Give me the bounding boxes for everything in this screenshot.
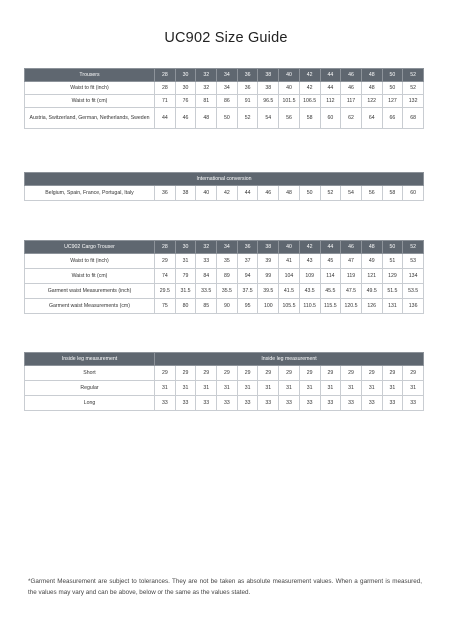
table-cell: 106.5 [299,95,320,108]
table-cell: 85 [196,299,217,314]
table-cell: 46 [175,108,196,129]
table-cell: 29 [155,254,176,269]
table-cell: 109 [299,269,320,284]
table-cell: 60 [320,108,341,129]
table-cell: 29 [258,366,279,381]
table-cell: 95 [237,299,258,314]
table-row [25,366,424,381]
header-size-cell: 52 [403,69,424,82]
table-row [25,82,424,95]
footnote: *Garment Measurement are subject to tolerances. They are not be taken as absolute measurement values. When a garment is measured, the values may vary and can be above, below or the same as the values stated. [28,578,422,596]
table-row [25,396,424,411]
table-cell: 68 [403,108,424,129]
table-row [25,186,424,201]
table-cell: 31 [155,381,176,396]
inside-leg-table [24,352,424,411]
table-cell: 40 [279,82,300,95]
table-cell: 31 [196,381,217,396]
table-cell: 54 [258,108,279,129]
table-cell: 81 [196,95,217,108]
table-cell: 29 [175,366,196,381]
table-cell: 33 [279,396,300,411]
table-cell: 31 [299,381,320,396]
table-cell: 62 [341,108,362,129]
row-label: Short [25,366,155,381]
table-cell: 132 [403,95,424,108]
table-cell: 84 [196,269,217,284]
table-cell: 51.5 [382,284,403,299]
table-cell: 35 [217,254,238,269]
table-cell: 33 [361,396,382,411]
table-cell: 46 [258,186,279,201]
table-row [25,381,424,396]
table-cell: 29 [403,366,424,381]
table-cell: 60 [403,186,424,201]
table-cell: 42 [217,186,238,201]
table-cell: 66 [382,108,403,129]
table-cell: 33 [403,396,424,411]
table-cell: 52 [403,82,424,95]
header-size-cell: 44 [320,69,341,82]
table-cell: 126 [361,299,382,314]
table-cell: 53 [403,254,424,269]
table-cell: 131 [382,299,403,314]
table-cell: 47 [341,254,362,269]
table-cell: 43 [299,254,320,269]
header-size-cell: 40 [279,241,300,254]
table-cell: 136 [403,299,424,314]
table-header-row [25,353,424,366]
table-cell: 35.5 [217,284,238,299]
table-cell: 110.5 [299,299,320,314]
header-size-cell: 48 [361,69,382,82]
table-cell: 29.5 [155,284,176,299]
international-conversion-header: International conversion [25,173,424,186]
header-size-cell: 38 [258,241,279,254]
table-cell: 33 [155,396,176,411]
table-cell: 89 [217,269,238,284]
table-cell: 76 [175,95,196,108]
table-cell: 31 [320,381,341,396]
table-cell: 34 [217,82,238,95]
table-cell: 134 [403,269,424,284]
table-cell: 31 [175,381,196,396]
header-size-cell: 50 [382,69,403,82]
table-cell: 105.5 [279,299,300,314]
table-cell: 121 [361,269,382,284]
table-cell: 112 [320,95,341,108]
table-cell: 100 [258,299,279,314]
table-header-row [25,69,424,82]
inside-leg-header-span: Inside leg measurement [155,353,424,366]
page-title: UC902 Size Guide [164,30,288,46]
table-cell: 45.5 [320,284,341,299]
table-cell: 122 [361,95,382,108]
table-cell: 33 [320,396,341,411]
header-size-cell: 42 [299,241,320,254]
row-label: Waist to fit (inch) [25,82,155,95]
table-cell: 31 [382,381,403,396]
table-cell: 50 [382,82,403,95]
cargo-trouser-size-table [24,240,424,314]
table-cell: 99 [258,269,279,284]
header-label-cell: Trousers [25,69,155,82]
table-cell: 29 [196,366,217,381]
table-cell: 33.5 [196,284,217,299]
international-conversion-table [24,172,424,201]
table-cell: 28 [155,82,176,95]
table-cell: 31 [258,381,279,396]
table-cell: 42 [299,82,320,95]
table-cell: 51 [382,254,403,269]
row-label: Regular [25,381,155,396]
table-cell: 90 [217,299,238,314]
table-cell: 94 [237,269,258,284]
table-cell: 119 [341,269,362,284]
table-cell: 58 [382,186,403,201]
table-cell: 54 [341,186,362,201]
table-cell: 33 [196,396,217,411]
table-cell: 29 [382,366,403,381]
table-cell: 48 [196,108,217,129]
table-cell: 33 [258,396,279,411]
header-size-cell: 50 [382,241,403,254]
table-cell: 49.5 [361,284,382,299]
table-cell: 38 [175,186,196,201]
table-cell: 33 [217,396,238,411]
table-cell: 39.5 [258,284,279,299]
header-size-cell: 30 [175,69,196,82]
table-cell: 31 [237,381,258,396]
table-cell: 37 [237,254,258,269]
header-size-cell: 42 [299,69,320,82]
table-cell: 31 [217,381,238,396]
table-cell: 71 [155,95,176,108]
table-cell: 32 [196,82,217,95]
trousers-size-table [24,68,424,129]
header-size-cell: 40 [279,69,300,82]
row-label: Waist to fit (cm) [25,95,155,108]
table-cell: 50 [299,186,320,201]
table-row [25,269,424,284]
table-cell: 29 [320,366,341,381]
header-size-cell: 36 [237,69,258,82]
table-cell: 96.5 [258,95,279,108]
header-size-cell: 48 [361,241,382,254]
table-cell: 31 [403,381,424,396]
table-cell: 31 [175,254,196,269]
table-cell: 44 [237,186,258,201]
header-size-cell: 34 [217,69,238,82]
table-cell: 33 [299,396,320,411]
table-cell: 80 [175,299,196,314]
table-cell: 33 [341,396,362,411]
row-label: Garment waist Measurements (cm) [25,299,155,314]
table-cell: 45 [320,254,341,269]
table-cell: 52 [237,108,258,129]
table-cell: 91 [237,95,258,108]
table-cell: 117 [341,95,362,108]
table-row [25,284,424,299]
row-label: Austria, Switzerland, German, Netherlands, Sweden [25,108,155,129]
table-cell: 33 [382,396,403,411]
table-cell: 44 [320,82,341,95]
table-cell: 114 [320,269,341,284]
row-label: Waist to fit (inch) [25,254,155,269]
table-cell: 48 [279,186,300,201]
table-cell: 31 [279,381,300,396]
header-size-cell: 32 [196,241,217,254]
table-cell: 75 [155,299,176,314]
table-cell: 58 [299,108,320,129]
table-cell: 74 [155,269,176,284]
table-cell: 29 [299,366,320,381]
table-cell: 104 [279,269,300,284]
header-size-cell: 46 [341,69,362,82]
table-cell: 47.5 [341,284,362,299]
header-size-cell: 44 [320,241,341,254]
table-cell: 29 [341,366,362,381]
table-cell: 48 [361,82,382,95]
table-row [25,108,424,129]
header-label-cell: UC902 Cargo Trouser [25,241,155,254]
table-cell: 36 [155,186,176,201]
table-row [25,95,424,108]
header-size-cell: 30 [175,241,196,254]
table-cell: 120.5 [341,299,362,314]
table-cell: 33 [237,396,258,411]
table-cell: 52 [320,186,341,201]
table-cell: 29 [361,366,382,381]
table-cell: 127 [382,95,403,108]
header-size-cell: 28 [155,69,176,82]
table-header-row [25,241,424,254]
table-cell: 41 [279,254,300,269]
table-cell: 53.5 [403,284,424,299]
header-size-cell: 52 [403,241,424,254]
table-cell: 29 [279,366,300,381]
header-size-cell: 46 [341,241,362,254]
table-cell: 31 [341,381,362,396]
row-label: Waist to fit (cm) [25,269,155,284]
table-cell: 79 [175,269,196,284]
table-row [25,299,424,314]
table-cell: 36 [237,82,258,95]
table-cell: 31.5 [175,284,196,299]
header-size-cell: 34 [217,241,238,254]
table-cell: 38 [258,82,279,95]
table-cell: 44 [155,108,176,129]
table-cell: 33 [196,254,217,269]
table-cell: 86 [217,95,238,108]
header-size-cell: 32 [196,69,217,82]
header-size-cell: 38 [258,69,279,82]
table-row [25,254,424,269]
table-cell: 30 [175,82,196,95]
table-cell: 29 [217,366,238,381]
row-label: Long [25,396,155,411]
table-cell: 115.5 [320,299,341,314]
table-cell: 64 [361,108,382,129]
table-cell: 39 [258,254,279,269]
table-cell: 101.5 [279,95,300,108]
table-header-row [25,173,424,186]
row-label: Garment waist Measurements (inch) [25,284,155,299]
table-cell: 41.5 [279,284,300,299]
table-cell: 29 [155,366,176,381]
row-label: Belgium, Spain, France, Portugal, Italy [25,186,155,201]
header-size-cell: 36 [237,241,258,254]
table-cell: 33 [175,396,196,411]
table-cell: 29 [237,366,258,381]
table-cell: 40 [196,186,217,201]
table-cell: 43.5 [299,284,320,299]
table-cell: 46 [341,82,362,95]
table-cell: 37.5 [237,284,258,299]
table-cell: 49 [361,254,382,269]
table-cell: 56 [279,108,300,129]
table-cell: 56 [361,186,382,201]
table-cell: 31 [361,381,382,396]
inside-leg-header-label: Inside leg measurement [25,353,155,366]
table-cell: 129 [382,269,403,284]
header-size-cell: 28 [155,241,176,254]
table-cell: 50 [217,108,238,129]
